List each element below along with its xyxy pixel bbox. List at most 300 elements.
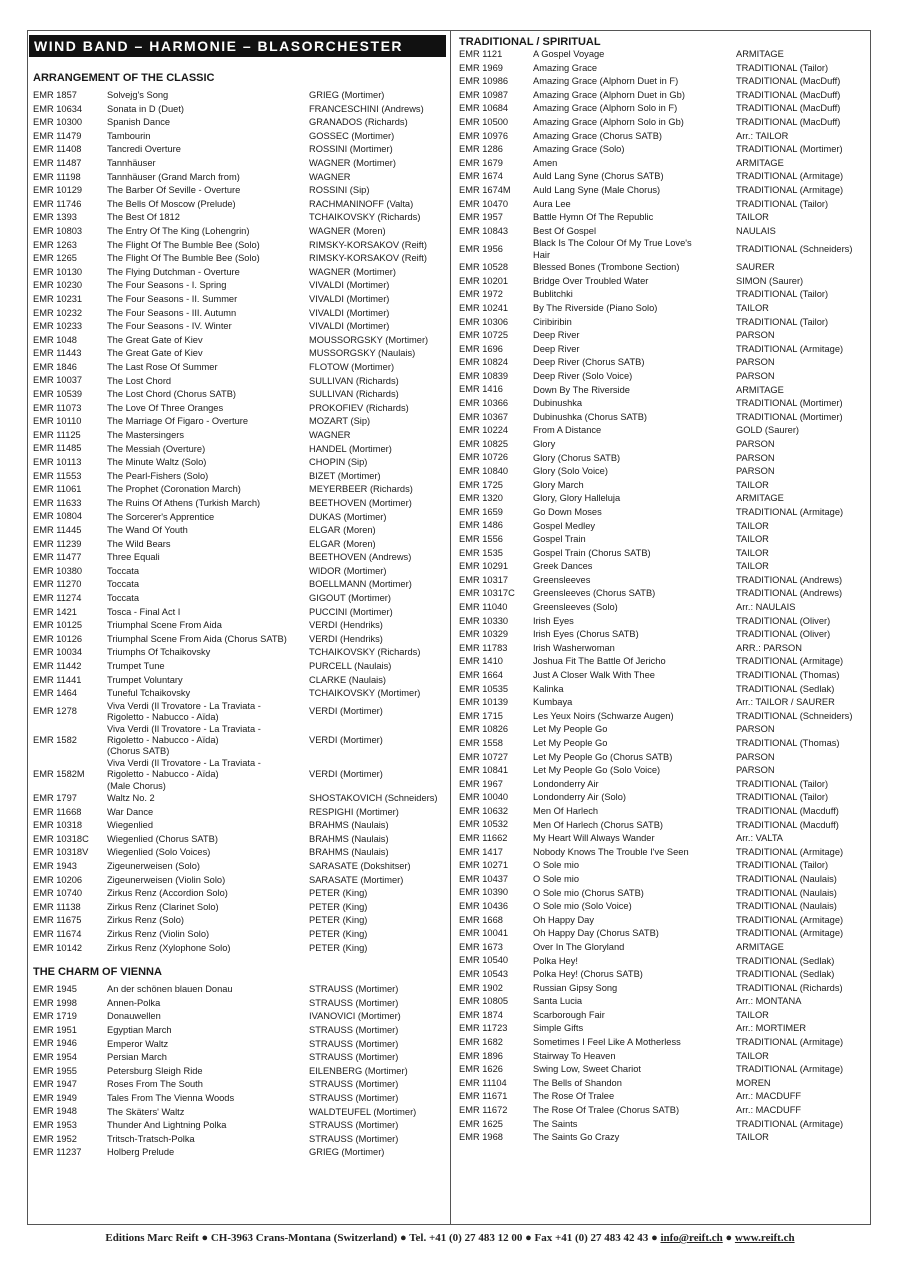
catalog-number: EMR 11125 xyxy=(33,429,81,440)
catalog-row xyxy=(33,1146,449,1160)
catalog-number: EMR 11270 xyxy=(33,579,82,590)
footer-address: CH-3963 Crans-Montana (Switzerland) xyxy=(210,1232,398,1244)
catalog-number: EMR 10125 xyxy=(33,620,83,631)
catalog-row xyxy=(33,633,449,647)
composer-arranger: ELGAR (Moren) xyxy=(309,525,376,536)
piece-title: Tales From The Vienna Woods xyxy=(107,1092,235,1103)
catalog-row xyxy=(459,710,869,724)
piece-title: Santa Lucia xyxy=(533,996,583,1007)
composer-arranger: VERDI (Mortimer) xyxy=(309,706,383,717)
composer-arranger: MOZART (Sip) xyxy=(309,416,371,427)
piece-title: Roses From The South xyxy=(107,1079,203,1090)
piece-title: The Great Gate of Kiev xyxy=(107,348,203,359)
catalog-number: EMR 1857 xyxy=(33,90,77,100)
catalog-number: EMR 1679 xyxy=(459,157,503,168)
piece-title: Glory (Solo Voice) xyxy=(533,466,608,477)
composer-arranger: GRANADOS (Richards) xyxy=(309,117,408,128)
composer-arranger: TRADITIONAL (Tailor) xyxy=(736,62,829,73)
composer-arranger: EILENBERG (Mortimer) xyxy=(309,1065,408,1076)
catalog-row xyxy=(33,914,449,928)
piece-title: The Flying Dutchman - Overture xyxy=(107,266,240,277)
catalog-number: EMR 1956 xyxy=(459,243,503,254)
catalog-number: EMR 11633 xyxy=(33,497,82,508)
catalog-row xyxy=(459,438,869,452)
catalog-row xyxy=(33,130,449,144)
catalog-row xyxy=(33,687,449,701)
composer-arranger: PETER (King) xyxy=(309,901,368,912)
catalog-row xyxy=(33,983,449,997)
piece-title: Londonderry Air (Solo) xyxy=(533,792,627,803)
composer-arranger: Arr.: TAILOR / SAURER xyxy=(736,697,835,708)
catalog-number: EMR 1967 xyxy=(459,778,503,789)
right-column xyxy=(455,30,869,1145)
catalog-number: EMR 10390 xyxy=(459,887,509,898)
piece-title: Londonderry Air xyxy=(533,778,599,789)
catalog-number: EMR 10841 xyxy=(459,765,509,776)
composer-arranger: TRADITIONAL (Schneiders) xyxy=(736,244,853,255)
catalog-row xyxy=(33,942,449,956)
catalog-row xyxy=(33,997,449,1011)
piece-title: Triumphal Scene From Aida (Chorus SATB) xyxy=(107,633,287,644)
catalog-row xyxy=(33,442,449,456)
catalog-row xyxy=(459,669,869,683)
section-title: ARRANGEMENT OF THE CLASSIC xyxy=(33,72,215,84)
catalog-number: EMR 1668 xyxy=(459,914,503,925)
catalog-number: EMR 1968 xyxy=(459,1132,503,1143)
catalog-number: EMR 10300 xyxy=(33,117,83,128)
catalog-row xyxy=(33,619,449,633)
catalog-number: EMR 1896 xyxy=(459,1050,503,1061)
piece-title: Men Of Harlech (Chorus SATB) xyxy=(533,819,664,830)
piece-title: Tuneful Tchaikovsky xyxy=(107,688,191,699)
catalog-number: EMR 1556 xyxy=(459,534,503,544)
piece-title: Persian March xyxy=(107,1052,167,1063)
composer-arranger: TRADITIONAL (Tailor) xyxy=(736,289,829,300)
catalog-number: EMR 11746 xyxy=(33,198,82,209)
catalog-row xyxy=(33,279,449,293)
catalog-row xyxy=(459,356,869,370)
composer-arranger: WAGNER (Mortimer) xyxy=(309,266,396,277)
catalog-number: EMR 1952 xyxy=(33,1133,77,1144)
catalog-row xyxy=(33,606,449,620)
composer-arranger: CHOPIN (Sip) xyxy=(309,457,368,468)
catalog-number: EMR 10206 xyxy=(33,874,83,885)
piece-title: Irish Eyes xyxy=(533,615,574,626)
catalog-number: EMR 1846 xyxy=(33,361,77,372)
composer-arranger: RACHMANINOFF (Valta) xyxy=(309,198,414,209)
piece-title: O Sole mio (Chorus SATB) xyxy=(533,887,644,898)
composer-arranger: MUSSORGSKY (Naulais) xyxy=(309,348,416,359)
catalog-number: EMR 11073 xyxy=(33,402,82,413)
composer-arranger: TRADITIONAL (Armitage) xyxy=(736,1118,844,1129)
catalog-row xyxy=(33,874,449,888)
catalog-row xyxy=(33,225,449,239)
catalog-row xyxy=(459,954,869,968)
composer-arranger: Arr.: MORTIMER xyxy=(736,1023,807,1034)
catalog-row xyxy=(459,89,869,103)
composer-arranger: SAURER xyxy=(736,262,775,273)
composer-arranger: BRAHMS (Naulais) xyxy=(309,833,389,844)
catalog-number: EMR 1263 xyxy=(33,239,77,250)
composer-arranger: TRADITIONAL (Macduff) xyxy=(736,819,839,830)
catalog-row xyxy=(33,701,449,724)
piece-title: Gospel Train xyxy=(533,534,586,545)
piece-title: Scarborough Fair xyxy=(533,1009,605,1020)
catalog-row xyxy=(459,170,869,184)
composer-arranger: VERDI (Hendriks) xyxy=(309,633,383,644)
piece-title: The Great Gate of Kiev xyxy=(107,334,203,345)
piece-title: Men Of Harlech xyxy=(533,805,599,816)
piece-title: The Lost Chord (Chorus SATB) xyxy=(107,389,236,400)
piece-title: Oh Happy Day (Chorus SATB) xyxy=(533,928,659,939)
footer-contact xyxy=(0,1232,900,1244)
composer-arranger: TRADITIONAL (MacDuff) xyxy=(736,117,841,128)
composer-arranger: SHOSTAKOVICH (Schneiders) xyxy=(309,793,438,804)
catalog-number: EMR 11675 xyxy=(33,915,82,926)
catalog-row xyxy=(33,819,449,833)
catalog-number: EMR 10366 xyxy=(459,398,509,409)
catalog-number: EMR 1659 xyxy=(459,506,503,517)
catalog-row xyxy=(33,758,449,792)
catalog-row xyxy=(459,184,869,198)
piece-title: The Wand Of Youth xyxy=(107,525,188,536)
catalog-number: EMR 11674 xyxy=(33,928,82,939)
piece-title: The Love Of Three Oranges xyxy=(107,402,224,413)
catalog-number: EMR 11239 xyxy=(33,538,82,549)
catalog-number: EMR 10034 xyxy=(33,647,83,658)
piece-title: Greek Dances xyxy=(533,561,593,572)
catalog-number: EMR 11443 xyxy=(33,348,82,359)
piece-title: Go Down Moses xyxy=(533,506,602,517)
catalog-row xyxy=(459,615,869,629)
composer-arranger: TRADITIONAL (Armitage) xyxy=(736,656,844,667)
catalog-row xyxy=(459,982,869,996)
composer-arranger: WIDOR (Mortimer) xyxy=(309,565,387,576)
catalog-number: EMR 10805 xyxy=(459,996,509,1007)
piece-title: The Four Seasons - III. Autumn xyxy=(107,307,237,318)
piece-title: Deep River xyxy=(533,330,580,341)
piece-title: Let My People Go (Solo Voice) xyxy=(533,765,661,776)
composer-arranger: PARSON xyxy=(736,330,775,341)
composer-arranger: TRADITIONAL (Sedlak) xyxy=(736,969,835,980)
catalog-number: EMR 1797 xyxy=(33,792,77,803)
piece-title: Down By The Riverside xyxy=(533,384,630,395)
composer-arranger: ROSSINI (Sip) xyxy=(309,185,370,196)
catalog-row xyxy=(459,751,869,765)
piece-title: Amazing Grace (Solo) xyxy=(533,144,625,155)
piece-title: O Sole mio xyxy=(533,860,579,871)
piece-title: Russian Gipsy Song xyxy=(533,982,618,993)
composer-arranger: MEYERBEER (Richards) xyxy=(309,484,413,495)
catalog-row xyxy=(459,225,869,239)
catalog-row xyxy=(33,470,449,484)
catalog-number: EMR 1947 xyxy=(33,1079,77,1090)
piece-title: Black Is The Colour Of My True Love's Hair xyxy=(533,238,692,260)
piece-title: The Barber Of Seville - Overture xyxy=(107,185,241,196)
catalog-number: EMR 1696 xyxy=(459,343,503,354)
catalog-row xyxy=(33,429,449,443)
composer-arranger: BRAHMS (Naulais) xyxy=(309,847,389,858)
composer-arranger: PUCCINI (Mortimer) xyxy=(309,606,393,617)
composer-arranger: CLARKE (Naulais) xyxy=(309,674,386,685)
composer-arranger: TRADITIONAL (MacDuff) xyxy=(736,89,841,100)
catalog-row xyxy=(33,1051,449,1065)
catalog-number: EMR 1949 xyxy=(33,1092,77,1103)
catalog-row xyxy=(459,832,869,846)
catalog-row xyxy=(459,723,869,737)
piece-title: Amazing Grace (Chorus SATB) xyxy=(533,130,662,141)
catalog-row xyxy=(459,143,869,157)
catalog-row xyxy=(33,860,449,874)
composer-arranger: TAILOR xyxy=(736,520,769,531)
catalog-number: EMR 1719 xyxy=(33,1011,77,1022)
catalog-number: EMR 10437 xyxy=(459,873,509,884)
piece-title: Holberg Prelude xyxy=(107,1147,175,1158)
composer-arranger: STRAUSS (Mortimer) xyxy=(309,1133,399,1144)
piece-title: Let My People Go xyxy=(533,738,608,748)
composer-arranger: PARSON xyxy=(736,370,775,381)
piece-title: Blessed Bones (Trombone Section) xyxy=(533,262,680,273)
composer-arranger: DUKAS (Mortimer) xyxy=(309,511,387,522)
composer-arranger: VERDI (Hendriks) xyxy=(309,620,383,631)
composer-arranger: TAILOR xyxy=(736,303,769,313)
composer-arranger: TCHAIKOVSKY (Mortimer) xyxy=(309,688,421,699)
composer-arranger: STRAUSS (Mortimer) xyxy=(309,1092,399,1103)
bullet-icon: ● xyxy=(725,1232,733,1244)
composer-arranger: TRADITIONAL (Sedlak) xyxy=(736,955,835,966)
piece-title: Let My People Go xyxy=(533,724,608,735)
piece-title: An der schönen blauen Donau xyxy=(107,984,233,995)
piece-title: Toccata xyxy=(107,593,140,604)
piece-title: Egyptian March xyxy=(107,1024,172,1035)
piece-title: Amazing Grace (Alphorn Duet in F) xyxy=(533,76,679,87)
catalog-row xyxy=(459,642,869,656)
catalog-number: EMR 1464 xyxy=(33,688,77,699)
piece-title: Swing Low, Sweet Chariot xyxy=(533,1064,642,1075)
composer-arranger: TAILOR xyxy=(736,1009,769,1020)
piece-title: Deep River xyxy=(533,343,580,354)
catalog-number: EMR 10330 xyxy=(459,615,509,626)
composer-arranger: PARSON xyxy=(736,452,775,463)
composer-arranger: VIVALDI (Mortimer) xyxy=(309,280,390,291)
piece-title: The Rose Of Tralee (Chorus SATB) xyxy=(533,1105,680,1116)
piece-title: O Sole mio xyxy=(533,873,579,884)
piece-title: Just A Closer Walk With Thee xyxy=(533,670,655,681)
catalog-row xyxy=(459,1131,869,1145)
composer-arranger: SIMON (Saurer) xyxy=(736,275,804,286)
composer-arranger: TRADITIONAL (Macduff) xyxy=(736,805,839,816)
catalog-number: EMR 10126 xyxy=(33,633,83,644)
piece-title: The Four Seasons - IV. Winter xyxy=(107,321,232,332)
piece-title: Amazing Grace xyxy=(533,62,598,73)
catalog-row xyxy=(459,1050,869,1064)
catalog-row xyxy=(459,370,869,384)
catalog-number: EMR 11061 xyxy=(33,484,82,495)
catalog-row xyxy=(33,361,449,375)
composer-arranger: STRAUSS (Mortimer) xyxy=(309,984,399,995)
catalog-row xyxy=(33,402,449,416)
composer-arranger: PARSON xyxy=(736,765,775,776)
catalog-row xyxy=(459,1022,869,1036)
composer-arranger: ROSSINI (Mortimer) xyxy=(309,144,393,155)
composer-arranger: Arr.: MACDUFF xyxy=(736,1105,802,1116)
catalog-row xyxy=(459,941,869,955)
catalog-row xyxy=(459,655,869,669)
piece-title: Viva Verdi (Il Trovatore - La Traviata - Rigoletto - Nabucco - Aïda) (Chorus SATB) xyxy=(107,723,261,757)
catalog-number: EMR 10532 xyxy=(459,819,509,830)
catalog-number: EMR 1953 xyxy=(33,1120,77,1131)
catalog-row xyxy=(33,1119,449,1133)
piece-title: Bridge Over Troubled Water xyxy=(533,275,649,286)
catalog-number: EMR 10318V xyxy=(33,847,89,858)
left-sections xyxy=(29,72,449,1160)
composer-arranger: WAGNER (Moren) xyxy=(309,226,386,237)
catalog-row xyxy=(459,211,869,225)
catalog-number: EMR 1558 xyxy=(459,737,503,748)
piece-title: Amazing Grace (Alphorn Solo in F) xyxy=(533,103,678,114)
catalog-row xyxy=(459,1036,869,1050)
catalog-row xyxy=(459,102,869,116)
catalog-number: EMR 10271 xyxy=(459,860,509,871)
catalog-row xyxy=(459,873,869,887)
catalog-number: EMR 1625 xyxy=(459,1118,503,1129)
catalog-row xyxy=(33,538,449,552)
catalog-number: EMR 10129 xyxy=(33,185,83,196)
catalog-row xyxy=(459,574,869,588)
composer-arranger: TRADITIONAL (Armitage) xyxy=(736,1037,844,1048)
footer-email-link[interactable]: info@reift.ch xyxy=(660,1232,723,1244)
catalog-number: EMR 10201 xyxy=(459,275,509,286)
piece-title: Amazing Grace (Alphorn Solo in Gb) xyxy=(533,117,684,128)
composer-arranger: TRADITIONAL (Armitage) xyxy=(736,1064,844,1075)
catalog-number: EMR 11040 xyxy=(459,601,508,612)
catalog-number: EMR 10840 xyxy=(459,466,509,477)
piece-title: Zirkus Renz (Violin Solo) xyxy=(107,929,210,939)
footer-company: Editions Marc Reift xyxy=(105,1232,199,1244)
piece-title: Tannhäuser xyxy=(107,158,156,169)
piece-title: The Pearl-Fishers (Solo) xyxy=(107,470,209,481)
piece-title: Petersburg Sleigh Ride xyxy=(107,1065,203,1076)
catalog-row xyxy=(33,143,449,157)
catalog-number: EMR 11477 xyxy=(33,552,82,563)
catalog-row xyxy=(33,1105,449,1119)
catalog-number: EMR 1943 xyxy=(33,860,77,871)
composer-arranger: ELGAR (Moren) xyxy=(309,538,376,549)
catalog-row xyxy=(459,302,869,316)
catalog-number: EMR 1673 xyxy=(459,941,503,952)
composer-arranger: TRADITIONAL (Oliver) xyxy=(736,615,831,626)
catalog-row xyxy=(33,1078,449,1092)
catalog-number: EMR 10803 xyxy=(33,225,83,236)
catalog-row xyxy=(459,696,869,710)
piece-title: Glory, Glory Halleluja xyxy=(533,493,621,504)
catalog-row xyxy=(33,1024,449,1038)
catalog-row xyxy=(459,778,869,792)
catalog-number: EMR 1957 xyxy=(459,212,503,223)
catalog-row xyxy=(33,901,449,915)
catalog-number: EMR 11274 xyxy=(33,592,82,603)
composer-arranger: TAILOR xyxy=(736,1050,769,1061)
piece-title: Viva Verdi (Il Trovatore - La Traviata - Rigoletto - Nabucco - Aïda) (Male Chorus) xyxy=(107,757,261,791)
catalog-row xyxy=(459,397,869,411)
catalog-number: EMR 1954 xyxy=(33,1052,77,1063)
piece-title: Over In The Gloryland xyxy=(533,941,625,952)
composer-arranger: TRADITIONAL (Armitage) xyxy=(736,846,844,857)
catalog-number: EMR 10500 xyxy=(459,116,509,127)
catalog-number: EMR 10986 xyxy=(459,76,509,87)
catalog-row xyxy=(459,846,869,860)
catalog-row xyxy=(33,524,449,538)
catalog-number: EMR 11485 xyxy=(33,443,82,454)
catalog-number: EMR 10041 xyxy=(459,928,509,939)
piece-title: Dubinushka (Chorus SATB) xyxy=(533,411,648,422)
composer-arranger: PARSON xyxy=(736,724,775,735)
composer-arranger: ARR.: PARSON xyxy=(736,642,802,653)
piece-title: Trumpet Tune xyxy=(107,661,165,672)
catalog-number: EMR 11237 xyxy=(33,1147,82,1158)
piece-title: Greensleeves xyxy=(533,574,591,585)
catalog-row xyxy=(459,261,869,275)
catalog-row xyxy=(459,547,869,561)
catalog-row xyxy=(33,1092,449,1106)
catalog-number: EMR 11442 xyxy=(33,660,82,671)
catalog-number: EMR 10839 xyxy=(459,370,509,381)
composer-arranger: RIMSKY-KORSAKOV (Reift) xyxy=(309,239,427,250)
catalog-number: EMR 1416 xyxy=(459,384,503,395)
piece-title: Tannhäuser (Grand March from) xyxy=(107,171,240,182)
catalog-number: EMR 10232 xyxy=(33,307,83,318)
composer-arranger: SULLIVAN (Richards) xyxy=(309,389,399,400)
piece-title: Polka Hey! (Chorus SATB) xyxy=(533,969,643,980)
piece-title: Deep River (Chorus SATB) xyxy=(533,357,645,368)
piece-title: The Lost Chord xyxy=(107,375,172,386)
catalog-row xyxy=(459,859,869,873)
catalog-number: EMR 1955 xyxy=(33,1065,77,1076)
catalog-number: EMR 1048 xyxy=(33,334,77,345)
composer-arranger: VIVALDI (Mortimer) xyxy=(309,321,390,332)
composer-arranger: IVANOVICI (Mortimer) xyxy=(309,1011,401,1022)
piece-title: Polka Hey! xyxy=(533,955,578,966)
catalog-row xyxy=(459,506,869,520)
catalog-row xyxy=(459,519,869,533)
composer-arranger: Arr.: MACDUFF xyxy=(736,1091,802,1102)
catalog-row xyxy=(459,805,869,819)
catalog-number: EMR 10040 xyxy=(459,792,509,803)
piece-title: Battle Hymn Of The Republic xyxy=(533,212,654,223)
composer-arranger: TRADITIONAL (Tailor) xyxy=(736,792,829,803)
composer-arranger: STRAUSS (Mortimer) xyxy=(309,1024,399,1035)
catalog-row xyxy=(33,792,449,806)
piece-title: Nobody Knows The Trouble I've Seen xyxy=(533,846,689,857)
composer-arranger: TRADITIONAL (Andrews) xyxy=(736,574,843,585)
catalog-number: EMR 10317C xyxy=(459,588,515,599)
piece-title: My Heart Will Always Wander xyxy=(533,833,655,844)
footer-web-link[interactable]: www.reift.ch xyxy=(734,1232,795,1244)
catalog-number: EMR 10543 xyxy=(459,969,509,979)
catalog-number: EMR 11662 xyxy=(459,833,508,844)
traditional-list xyxy=(459,48,869,1145)
catalog-number: EMR 1945 xyxy=(33,984,77,995)
composer-arranger: BEETHOVEN (Andrews) xyxy=(309,552,412,563)
piece-title: Tancredi Overture xyxy=(107,144,181,155)
catalog-row xyxy=(33,887,449,901)
catalog-row xyxy=(459,886,869,900)
piece-title: Oh Happy Day xyxy=(533,914,594,925)
catalog-row xyxy=(459,1090,869,1104)
composer-arranger: TRADITIONAL (Schneiders) xyxy=(736,710,853,721)
composer-arranger: SARASATE (Mortimer) xyxy=(309,874,404,885)
catalog-row xyxy=(459,492,869,506)
